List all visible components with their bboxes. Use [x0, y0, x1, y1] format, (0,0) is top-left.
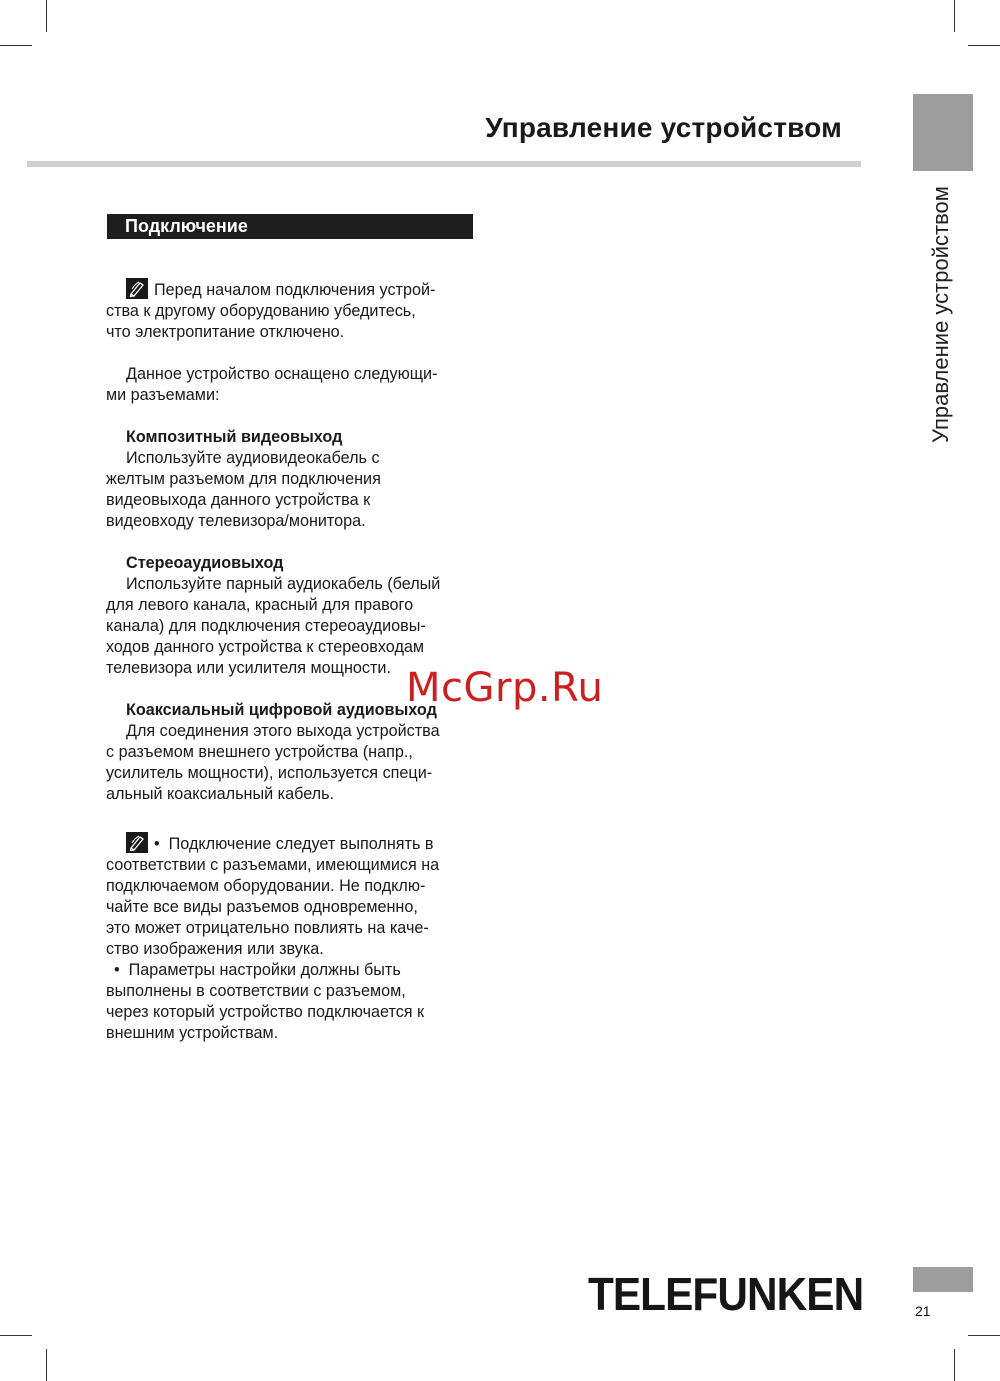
composite-title: Композитный видеовыход [126, 428, 343, 446]
composite-line-2: желтым разъемом для подключения [106, 470, 381, 488]
section-heading: Подключение [107, 214, 473, 239]
page-title: Управление устройством [485, 112, 842, 143]
crop-mark [954, 1349, 955, 1381]
watermark: McGrp.Ru [406, 665, 604, 711]
page-number: 21 [915, 1303, 931, 1319]
note-line [106, 278, 478, 301]
note2-b1-line-2: соответствии с разъемами, имеющимися на [106, 856, 440, 874]
coaxial-line-3: усилитель мощности), используется специ- [106, 764, 433, 782]
side-tab-label: Управление устройством [928, 186, 953, 443]
note1-line-1: Перед началом подключения устрой- [154, 281, 436, 299]
brand-logo: TELEFUNKEN [587, 1268, 863, 1320]
intro-line-2: ми разъемами: [106, 386, 220, 404]
note-pencil-icon [126, 832, 148, 853]
crop-mark [46, 0, 47, 32]
bullet-icon: • [114, 961, 129, 979]
side-tab-marker [913, 94, 973, 171]
note1-line-3: что электропитание отключено. [106, 323, 345, 341]
stereo-title: Стереоаудиовыход [126, 554, 284, 572]
bullet-icon: • [154, 835, 169, 853]
note2-b1-line-5: это может отрицательно повлиять на каче- [106, 919, 429, 937]
composite-line-3: видеовыхода данного устройства к [106, 491, 371, 509]
intro-line-1: Данное устройство оснащено следующи- [126, 365, 438, 383]
note2-b1-line-4: чайте все виды разъемов одновременно, [106, 898, 418, 916]
note2-b2-line-2: выполнены в соответствии с разъемом, [106, 982, 406, 1000]
crop-mark [0, 1335, 32, 1336]
stereo-line-4: ходов данного устройства к стереовходам [106, 638, 425, 656]
note2-b2-line-3: через который устройство подключается к [106, 1003, 425, 1021]
composite-line-1: Используйте аудиовидеокабель с [126, 449, 380, 467]
crop-mark [954, 0, 955, 32]
stereo-line-1: Используйте парный аудиокабель (белый [126, 575, 441, 593]
crop-mark [968, 1335, 1000, 1336]
note-pencil-icon [126, 278, 148, 299]
page-number-tab [913, 1267, 973, 1292]
stereo-line-5: телевизора или усилителя мощности. [106, 659, 391, 677]
note2-b1-line-6: ство изображения или звука. [106, 940, 324, 958]
page-body [106, 278, 478, 1044]
title-rule [27, 161, 861, 167]
stereo-line-3: канала) для подключения стереоаудиовы- [106, 617, 426, 635]
coaxial-title: Коаксиальный цифровой аудиовыход [126, 701, 437, 719]
crop-mark [46, 1349, 47, 1381]
crop-mark [968, 45, 1000, 46]
composite-line-4: видеовходу телевизора/монитора. [106, 512, 366, 530]
stereo-line-2: для левого канала, красный для правого [106, 596, 414, 614]
coaxial-line-4: альный коаксиальный кабель. [106, 785, 335, 803]
note2-b2-line-4: внешним устройствам. [106, 1024, 279, 1042]
crop-mark [0, 45, 32, 46]
note2-b1-line-3: подключаемом оборудовании. Не подклю- [106, 877, 426, 895]
note1-line-2: ства к другому оборудованию убедитесь, [106, 302, 416, 320]
note2-b2-line-1: Параметры настройки должны быть [128, 961, 401, 979]
note2-b1-line-1: Подключение следует выполнять в [168, 835, 434, 853]
coaxial-line-2: с разъемом внешнего устройства (напр., [106, 743, 413, 761]
coaxial-line-1: Для соединения этого выхода устройства [126, 722, 440, 740]
